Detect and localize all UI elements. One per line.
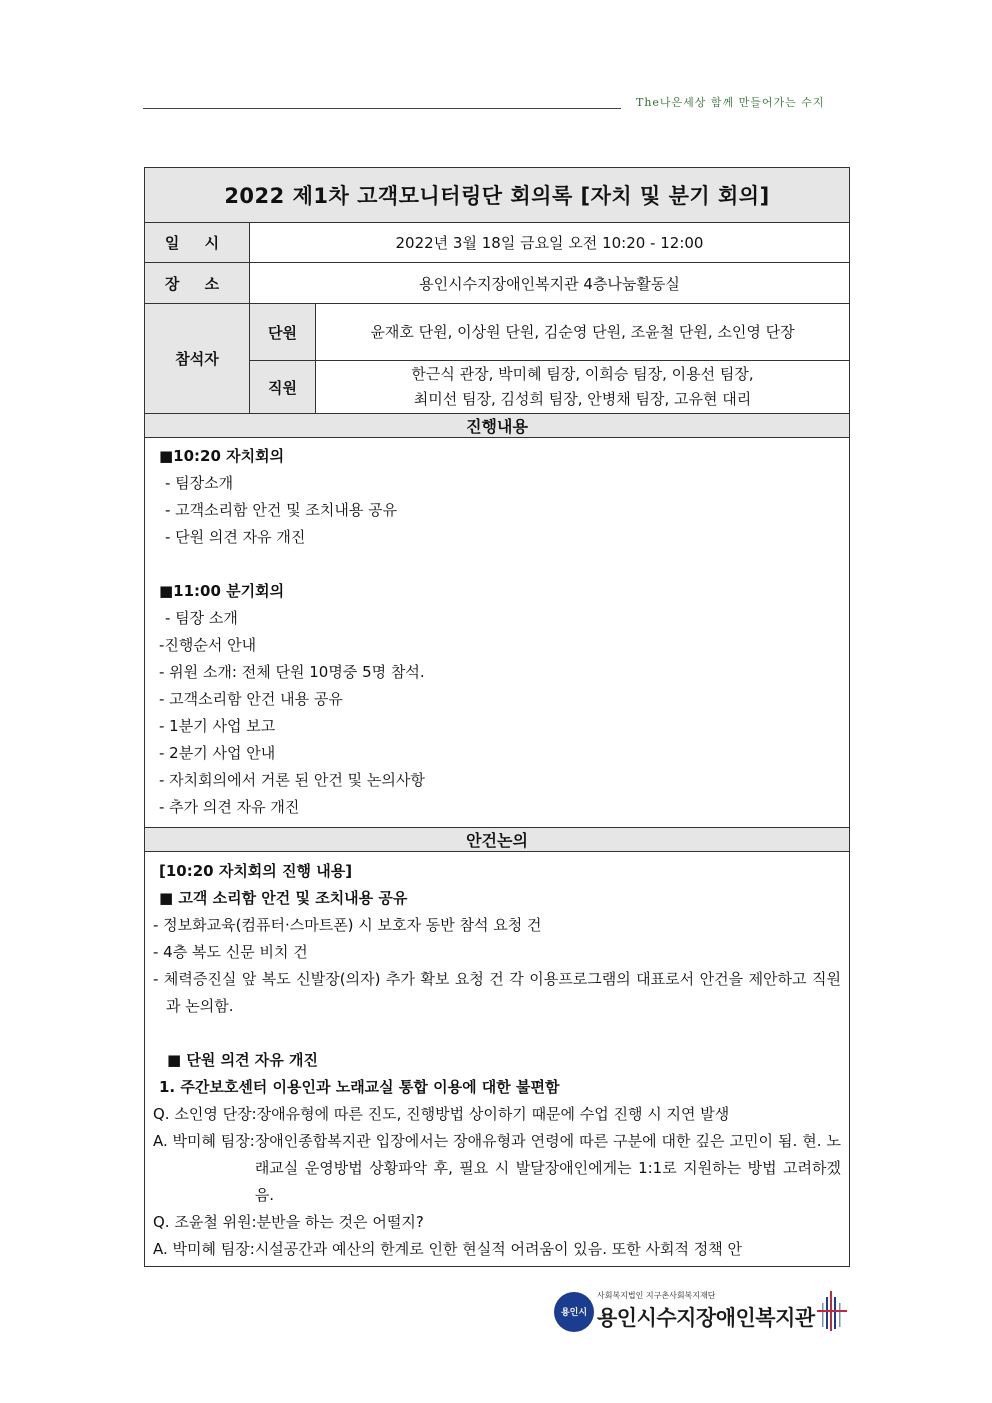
datetime-label: 일 시 — [145, 223, 250, 262]
list-item: - 자치회의에서 거론 된 안건 및 논의사항 — [159, 771, 425, 789]
members-value: 윤재호 단원, 이상원 단원, 김순영 단원, 조윤철 단원, 소인영 단장 — [370, 322, 795, 341]
place-row — [145, 263, 849, 304]
discussion-content — [145, 852, 849, 1266]
list-item: - 추가 의견 자유 개진 — [159, 798, 300, 816]
section1-title: ■ 고객 소리함 안건 및 조치내용 공유 — [159, 889, 408, 907]
list-item: - 체력증진실 앞 복도 신발장(의자) 추가 확보 요청 건 각 이용프로그램의 대표로서 안건을 제안하고 직원과 논의함. — [153, 970, 841, 1015]
staff-row — [250, 360, 849, 413]
discussion-heading: 안건논의 — [145, 828, 849, 852]
list-item: - 팀장소개 — [165, 474, 234, 492]
qa-speaker: Q. 소인영 단장: — [153, 1105, 257, 1123]
document-title: 2022 제1차 고객모니터링단 회의록 [자치 및 분기 회의] — [145, 168, 849, 223]
progress-block2-title: ■11:00 분기회의 — [159, 582, 285, 600]
qa-item — [153, 1209, 841, 1236]
staff-value — [316, 361, 849, 413]
header-rule — [143, 108, 621, 109]
list-item: - 고객소리함 안건 및 조치내용 공유 — [165, 501, 398, 519]
qa-item — [153, 1128, 841, 1209]
list-item: - 단원 의견 자유 개진 — [165, 528, 306, 546]
header-slogan: The나은세상 함께 만들어가는 수지 — [636, 96, 825, 109]
list-item: - 4층 복도 신문 비치 건 — [153, 943, 308, 961]
staff-line-2: 최미선 팀장, 김성희 팀장, 안병채 팀장, 고유현 대리 — [413, 390, 752, 408]
qa-text: 시설공간과 예산의 한계로 인한 현실적 어려움이 있음. 또한 사회적 정책 안 — [254, 1240, 742, 1258]
attendees-row — [145, 304, 849, 414]
list-item: - 팀장 소개 — [165, 609, 238, 627]
qa-item — [153, 1236, 841, 1263]
organization-subtitle: 사회복지법인 지구촌사회복지재단 — [597, 1291, 716, 1300]
list-item: - 2분기 사업 안내 — [159, 744, 276, 762]
minutes-document — [144, 167, 850, 1267]
section2-title: ■ 단원 의견 자유 개진 — [167, 1051, 318, 1069]
qa-text: 장애유형에 따른 진도, 진행방법 상이하기 때문에 수업 진행 시 지연 발생 — [256, 1105, 730, 1123]
organization-logo — [551, 1284, 851, 1340]
qa-speaker: A. 박미혜 팀장: — [153, 1240, 255, 1258]
members-row — [250, 304, 849, 360]
progress-heading: 진행내용 — [145, 414, 849, 438]
list-item: - 고객소리함 안건 내용 공유 — [159, 690, 343, 708]
organization-name: 용인시수지장애인복지관 — [597, 1306, 815, 1330]
datetime-row — [145, 223, 849, 263]
datetime-value: 2022년 3월 18일 금요일 오전 10:20 - 12:00 — [395, 234, 704, 252]
section2-topic: 1. 주간보호센터 이용인과 노래교실 통합 이용에 대한 불편함 — [159, 1078, 560, 1096]
progress-content — [145, 438, 849, 828]
progress-block1-title: ■10:20 자치회의 — [159, 447, 285, 465]
qa-text: 분반을 하는 것은 어떨지? — [256, 1213, 424, 1231]
members-label: 단원 — [250, 304, 316, 360]
list-item: - 위원 소개: 전체 단원 10명중 5명 참석. — [159, 663, 425, 681]
cross-icon — [815, 1289, 849, 1333]
qa-item — [153, 1101, 841, 1128]
staff-line-1: 한근식 관장, 박미혜 팀장, 이희승 팀장, 이용선 팀장, — [411, 365, 754, 383]
list-item: - 정보화교육(컴퓨터·스마트폰) 시 보호자 동반 참석 요청 건 — [153, 916, 542, 934]
qa-text: 장애인종합복지관 입장에서는 장애유형과 연령에 따른 구분에 대한 깊은 고민이 됨. 현. 노래교실 운영방법 상황파악 후, 필요 시 발달장애인에게는 1:1로 지원하는 방법 고려하겠음. — [254, 1132, 841, 1204]
staff-label: 직원 — [250, 361, 316, 413]
place-value: 용인시수지장애인복지관 4층나눔활동실 — [419, 274, 680, 293]
qa-speaker: Q. 조윤철 위원: — [153, 1213, 257, 1231]
city-emblem-icon: 용인시 — [554, 1292, 594, 1332]
list-item: - 1분기 사업 보고 — [159, 717, 276, 735]
list-item: -진행순서 안내 — [159, 636, 257, 654]
discussion-subtitle: [10:20 자치회의 진행 내용] — [159, 862, 353, 880]
place-label: 장 소 — [145, 263, 250, 303]
qa-speaker: A. 박미혜 팀장: — [153, 1132, 255, 1150]
attendees-label: 참석자 — [145, 304, 250, 413]
